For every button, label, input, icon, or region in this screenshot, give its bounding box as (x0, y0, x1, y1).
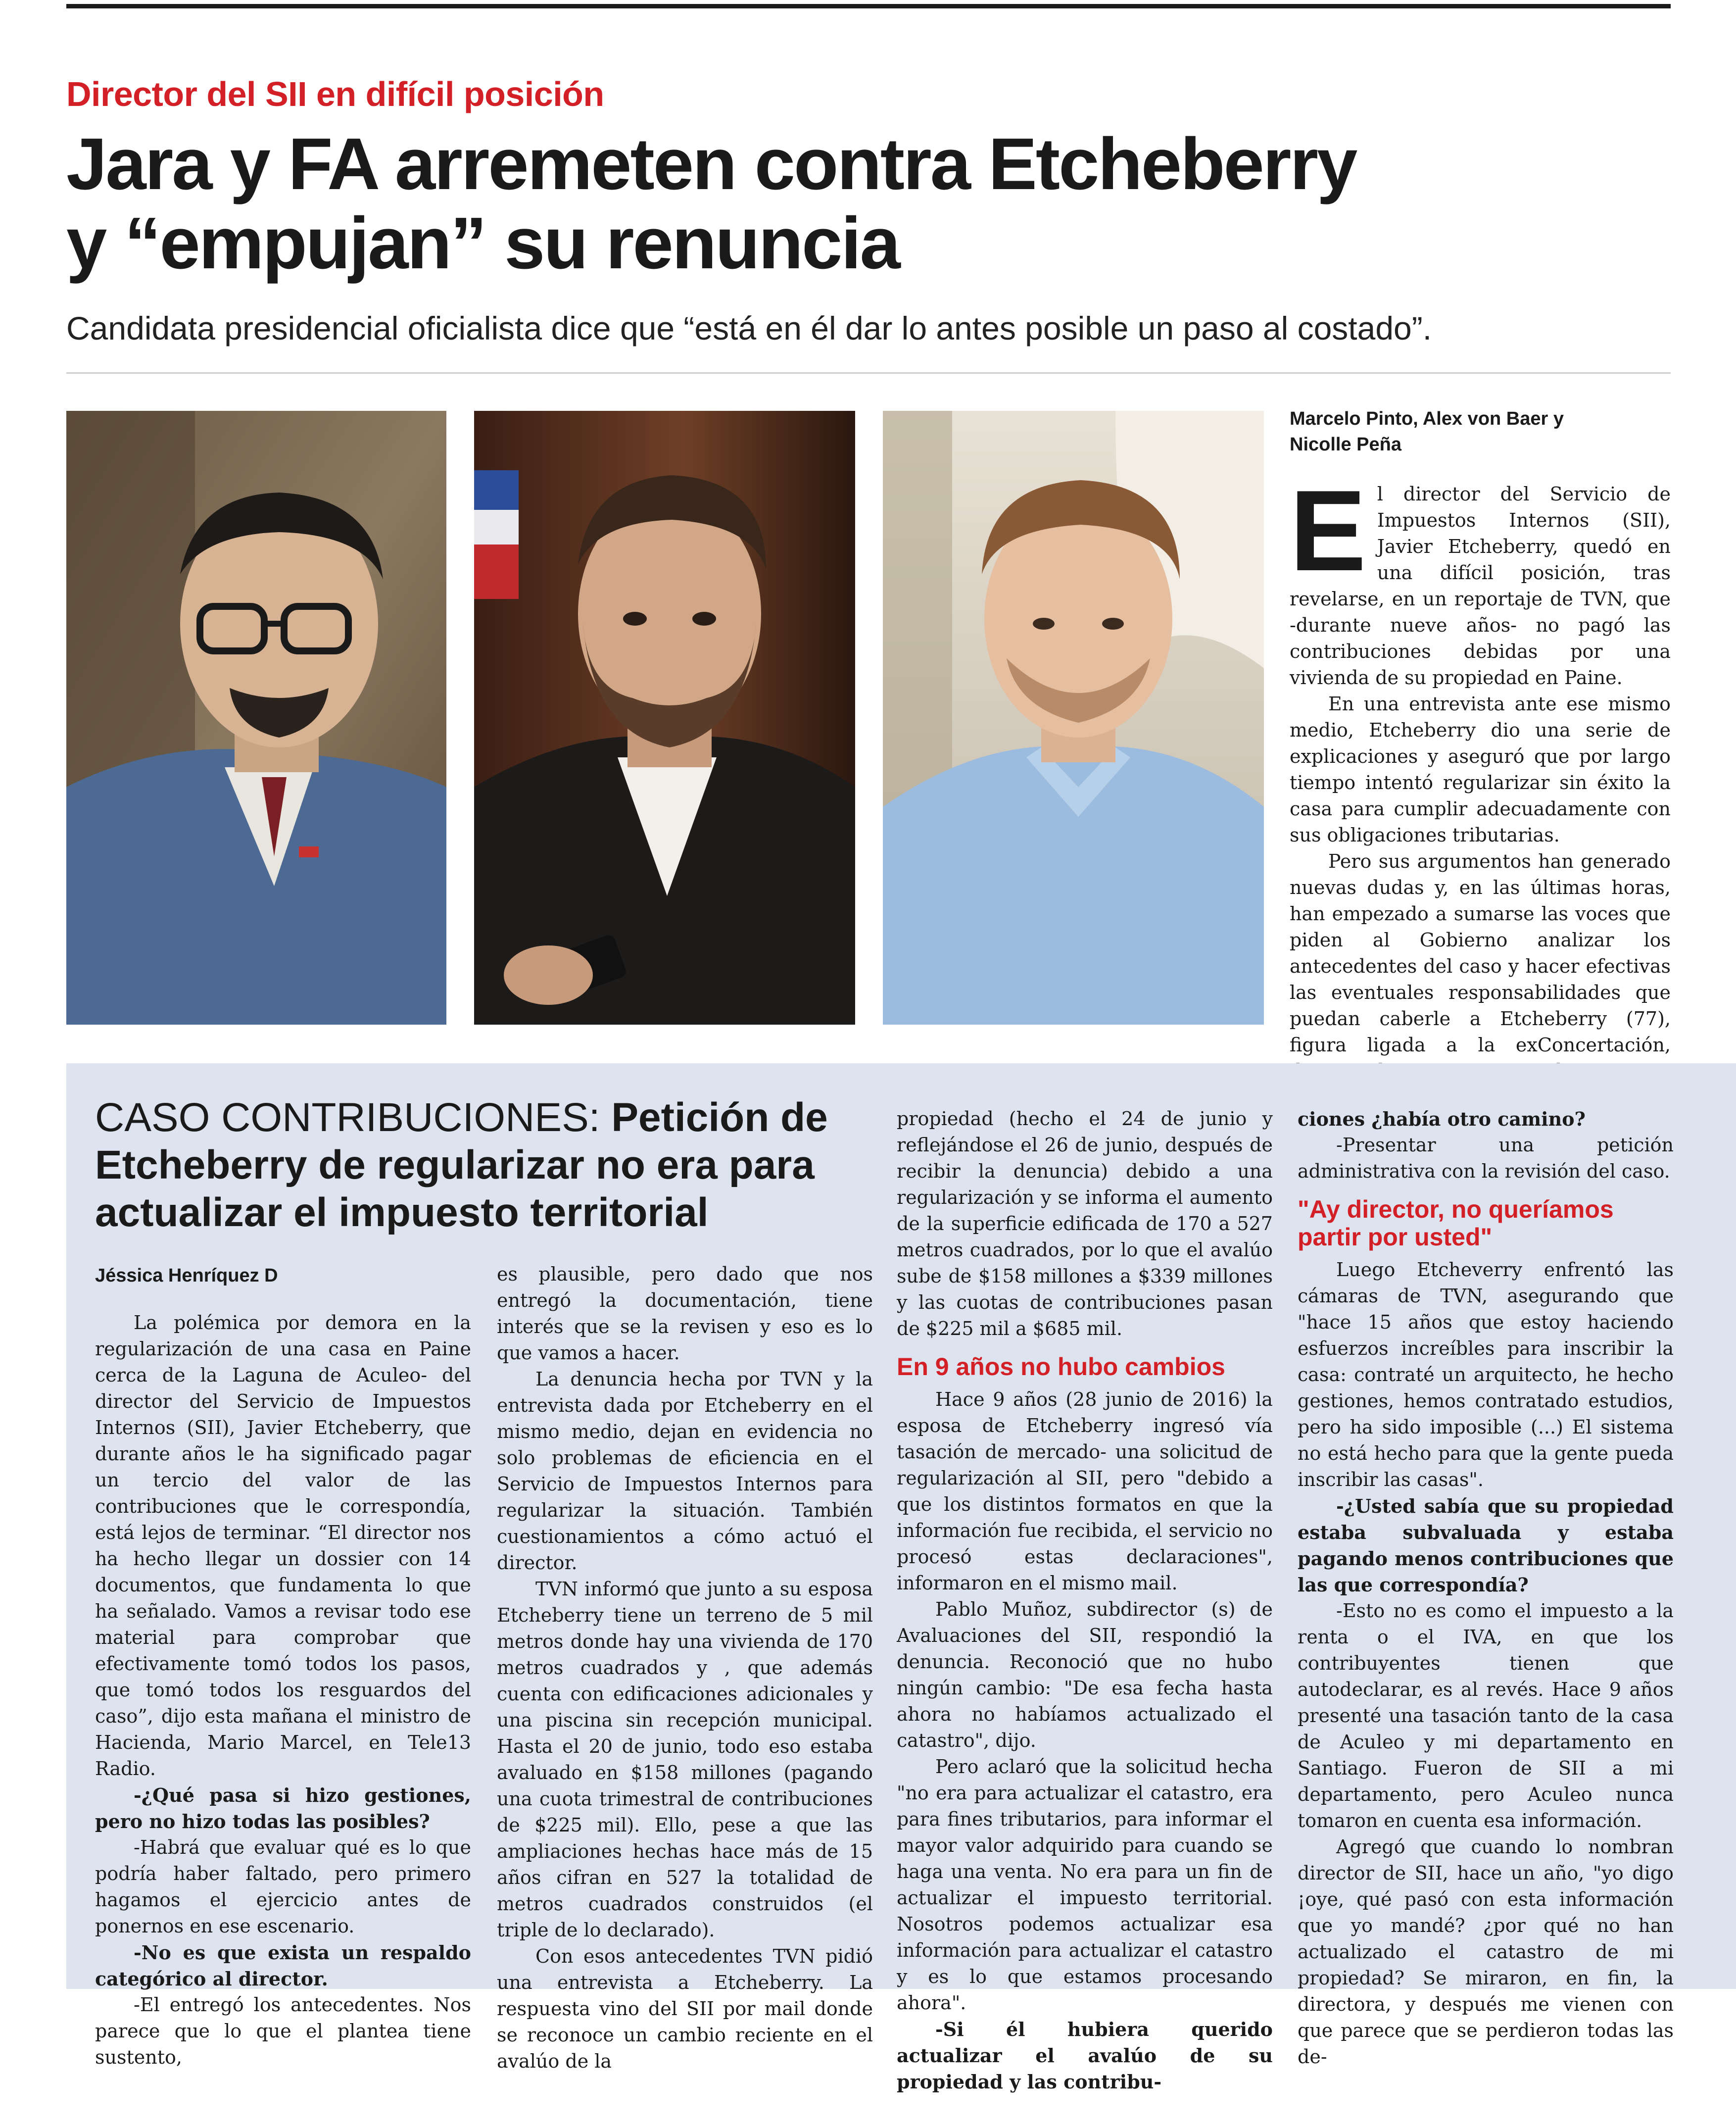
article-lead-column (1290, 467, 1671, 1085)
interview-question: -¿Qué pasa si hizo gestiones, pero no hizo todas las posibles? (95, 1784, 471, 1832)
body-paragraph: La denuncia hecha por TVN y la entrevista dada por Etcheberry en el mismo medio, dejan en evidencia no solo problemas de eficiencia en el Servicio de Impuestos Internos para regularizar la situación. También cuestionamientos a cómo actuó el director. (497, 1368, 873, 1574)
body-paragraph: Luego Etcheverry enfrentó las cámaras de TVN, asegurando que "hace 15 años que estoy haciendo esfuerzos increíbles para inscribir la casa: contraté un arquitecto, he hecho gestiones, hemos contratado estudios, pero ha sido imposible (...) El sistema no está hecho para que la gente pueda inscribir las casas". (1298, 1259, 1674, 1490)
interview-question: -Si él hubiera querido actualizar el avalúo de su propiedad y las contribu- (897, 2018, 1273, 2093)
body-paragraph: Pablo Muñoz, subdirector (s) de Avaluaciones del SII, respondió la denuncia. Reconoció que no hubo ningún cambio: "De esa fecha hasta ahora no habíamos actualizado el catastro", dijo. (897, 1598, 1273, 1751)
body-paragraph: Con esos antecedentes TVN pidió una entrevista a Etcheberry. La respuesta vino del SII por mail donde se reconoce un cambio reciente en el avalúo de la (497, 1945, 873, 2072)
interview-question: ciones ¿había otro camino? (1298, 1108, 1586, 1130)
headline-line-1: Jara y FA arremeten contra Etcheberry (66, 123, 1356, 205)
article-standfirst: Candidata presidencial oficialista dice que “está en él dar lo antes posible un paso al costado”. (66, 310, 1432, 346)
body-paragraph: -Habrá que evaluar qué es lo que podría haber faltado, pero primero hagamos el ejercicio antes de ponernos en ese escenario. (95, 1836, 471, 1937)
box-title-prefix: CASO CONTRIBUCIONES: (95, 1095, 612, 1140)
article-byline (1290, 406, 1671, 457)
box-title-main: Petición de Etcheberry de regularizar no era para actualizar el impuesto territorial (95, 1095, 828, 1235)
body-paragraph: Hace 9 años (28 junio de 2016) la esposa de Etcheberry ingresó vía tasación de mercado- una solicitud de regularización al SII, pero "debido a que los distintos formatos en que la información fue recibida, el servicio no procesó estas declaraciones", informaron en el mismo mail. (897, 1388, 1273, 1594)
lead-paragraph-text: l director del Servicio de Impuestos Internos (SII), Javier Etcheberry, quedó en una difícil posición, tras revelarse, en un reportaje de TVN, que -durante nueve años- no pagó las contribuciones debidas por una vivienda de su propiedad en Paine. (1290, 483, 1671, 689)
section-subhead: En 9 años no hubo cambios (897, 1353, 1225, 1381)
body-paragraph: Pero aclaró que la solicitud hecha "no era para actualizar el catastro, era para fines tributarios, para informar el mayor valor adquirido para cuando se haga una venta. No era para un fin de actualizar el impuesto territorial. Nosotros podemos actualizar esa información para actualizar el catastro y es lo que estamos procesando ahora". (897, 1756, 1273, 2014)
photo-bearded-man-dark-jacket (474, 411, 855, 1025)
photo-man-with-glasses (66, 411, 446, 1025)
box-column-4 (1298, 1106, 1674, 2070)
interview-question: -¿Usted sabía que su propiedad estaba subvaluada y estaba pagando menos contribuciones que las que correspondía? (1298, 1495, 1674, 1596)
body-paragraph: -El entregó los antecedentes. Nos parece que lo que el plantea tiene sustento, (95, 1994, 471, 2068)
body-paragraph: Agregó que cuando lo nombran director de SII, hace un año, "yo digo ¡oye, qué pasó con esta información que yo mandé? ¿por qué no han actualizado el catastro de mi propiedad? Se miraron, en fin, la directora, y después me vienen con que parece que se perdieron todas las de- (1298, 1836, 1674, 2068)
interview-question: -No es que exista un respaldo categórico al director. (95, 1941, 471, 1990)
byline-line-1: Marcelo Pinto, Alex von Baer y (1290, 408, 1564, 429)
body-paragraph: La polémica por demora en la regularización de una casa en Paine cerca de la Laguna de Aculeo- del director del Servicio de Impuestos Internos (SII), Javier Etcheberry, que durante años le ha significado pagar un tercio del valor de las contribuciones que le correspondía, está lejos de terminar. “El director nos ha hecho llegar un dossier con 14 documentos, que fundamenta lo que ha señalado. Vamos a revisar todo ese material para comprobar que efectivamente tomó todos los pasos, que tomó todos los resguardos del caso”, dijo esta mañana el ministro de Hacienda, Mario Marcel, en Tele13 Radio. (95, 1312, 471, 1780)
body-paragraph: propiedad (hecho el 24 de junio y reflejándose el 26 de junio, después de recibir la denuncia) debido a una regularización y se informa el aumento de la superficie edificada de 170 a 527 metros cuadrados, por lo que el avalúo sube de $158 millones a $339 millones y las cuotas de contribuciones pasan de $225 mil a $685 mil. (897, 1108, 1273, 1339)
lead-paragraph (1290, 467, 1671, 691)
section-subhead: "Ay director, no queríamos partir por usted" (1298, 1195, 1614, 1251)
box-column-1 (95, 1310, 471, 2071)
article-headline (66, 125, 1675, 283)
body-paragraph: TVN informó que junto a su esposa Etcheberry tiene un terreno de 5 mil metros donde hay una vivienda de 170 metros cuadrados y , que además cuenta con edificaciones adicionales y una piscina sin recepción municipal. Hasta el 20 de junio, todo eso estaba avaluado en $158 millones (pagando una cuota trimestral de contribuciones de $225 mil). Ello, pese a que las ampliaciones hechas hace más de 15 años cifran en 527 la totalidad de metros cuadrados construidos (el triple de lo declarado). (497, 1578, 873, 1941)
box-column-3 (897, 1106, 1273, 2095)
byline-line-2: Nicolle Peña (1290, 434, 1401, 455)
body-paragraph: -Presentar una petición administrativa con la revisión del caso. (1298, 1134, 1674, 1182)
box-title (95, 1094, 862, 1237)
headline-line-2: y “empujan” su renuncia (66, 202, 899, 284)
photo-man-light-blue-shirt (883, 411, 1264, 1025)
article-kicker: Director del SII en difícil posición (66, 75, 604, 113)
top-rule (66, 4, 1671, 8)
divider (66, 372, 1671, 374)
body-paragraph: -Esto no es como el impuesto a la renta o el IVA, en que los contribuyentes tienen que autodeclarar, es al revés. Hace 9 años presenté una tasación tanto de la casa de Aculeo y mi departamento en Santiago. Fueron de SII a mi departamento, pero Aculeo nunca tomaron en cuenta esa información. (1298, 1600, 1674, 1831)
box-byline: Jéssica Henríquez D (95, 1265, 278, 1286)
lead-paragraph: En una entrevista ante ese mismo medio, Etcheberry dio una serie de explicaciones y aseguró que por largo tiempo intentó regularizar sin éxito la casa para cumplir adecuadamente con sus obligaciones tributarias. (1290, 693, 1671, 846)
lead-paragraph: Pero sus argumentos han generado nuevas dudas y, en las últimas horas, han empezado a sumarse las voces que piden al Gobierno analizar los antecedentes del caso y hacer efectivas las eventuales responsabilidades que puedan caberle a Etcheberry (77), figura ligada a la exConcertación, (1290, 850, 1671, 1056)
body-paragraph: es plausible, pero dado que nos entregó la documentación, tiene interés que se la revisen y eso es lo que vamos a hacer. (497, 1263, 873, 1364)
box-column-2 (497, 1261, 873, 2075)
dropcap: E (1290, 467, 1366, 595)
